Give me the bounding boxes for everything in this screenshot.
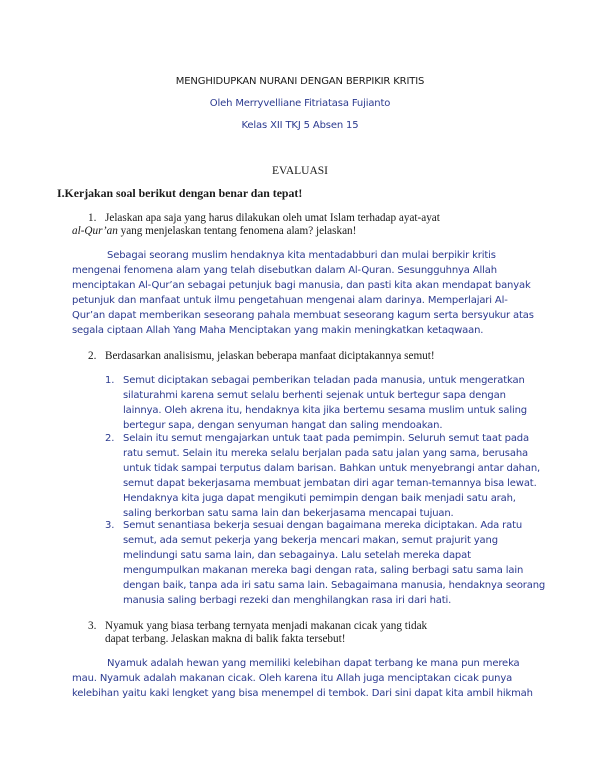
list-item-line: melindungi satu sama lain, dan sebagainya. Lalu setelah mereka dapat (123, 550, 471, 561)
list-number: 1. (105, 375, 115, 386)
list-item-line: silaturahmi karena semut selalu berhenti sejenak untuk bertegur sapa dengan (123, 390, 506, 401)
answer-line: segala ciptaan Allah Yang Maha Menciptakan yang makin meningkatkan ketaqwaan. (72, 325, 484, 336)
question-text: Berdasarkan analisismu, jelaskan beberapa manfaat diciptakannya semut! (105, 350, 435, 362)
list-number: 3. (105, 520, 115, 531)
question-text: Jelaskan apa saja yang harus dilakukan oleh umat Islam terhadap ayat-ayat (105, 212, 440, 224)
answer-line: kelebihan yaitu kaki lengket yang bisa menempel di tembok. Dari sini dapat kita ambil hikmah (72, 688, 533, 699)
list-item-line: semut dapat bekerjasama membuat jembatan diri agar teman-temannya bisa lewat. (123, 478, 537, 489)
question-text: Nyamuk yang biasa terbang ternyata menjadi makanan cicak yang tidak (105, 620, 428, 632)
evaluasi-heading: EVALUASI (271, 165, 328, 177)
list-item-line: untuk tidak sampai terputus dalam barisan. Bahkan untuk menyebrangi antar dahan, (123, 463, 541, 474)
answer-line: mau. Nyamuk adalah makanan cicak. Oleh karena itu Allah juga menciptakan cicak punya (72, 673, 513, 684)
list-item-line: Hendaknya kita juga dapat mengikuti pemimpin dengan baik menjadi satu arah, (123, 493, 516, 504)
list-number: 2. (105, 433, 115, 444)
list-item-line: Semut senantiasa bekerja sesuai dengan bagaimana mereka diciptakan. Ada ratu (123, 520, 523, 531)
list-item-line: Semut diciptakan sebagai pemberikan teladan pada manusia, untuk mengeratkan (123, 375, 525, 386)
list-item-line: mengumpulkan makanan mereka bagi dengan rata, saling berbagi satu sama lain (123, 565, 524, 576)
list-item-line: manusia saling berbagi rezeki dan menghilangkan rasa iri dari hati. (123, 595, 452, 606)
answer-line: Nyamuk adalah hewan yang memiliki kelebihan dapat terbang ke mana pun mereka (107, 658, 520, 669)
list-item-line: bertegur sapa, dengan senyuman hangat dan saling mendoakan. (123, 420, 443, 431)
document-title: MENGHIDUPKAN NURANI DENGAN BERPIKIR KRITIS (175, 76, 425, 87)
answer-line: Sebagai seorang muslim hendaknya kita mentadabburi dan mulai berpikir kritis (107, 250, 496, 261)
question-number: 1. (88, 212, 97, 224)
question-text: dapat terbang. Jelaskan makna di balik fakta tersebut! (105, 633, 346, 645)
answer-line: petunjuk dan manfaat untuk ilmu pengetahuan mengenai alam darinya. Memperlajari Al- (72, 295, 508, 306)
quran-term: al-Qur’an (72, 225, 118, 237)
list-item-line: saling berkorban satu sama lain dan bekerjasama mencapai tujuan. (123, 508, 454, 519)
question-number: 3. (88, 620, 97, 632)
answer-line: Qur’an dapat memberikan seseorang pahala membuat seseorang kagum serta bersyukur atas (72, 310, 534, 321)
section-heading: I.Kerjakan soal berikut dengan benar dan tepat! (57, 186, 303, 200)
author-line: Oleh Merryvelliane Fitriatasa Fujianto (209, 98, 391, 109)
list-item-line: Selain itu semut mengajarkan untuk taat pada pemimpin. Seluruh semut taat pada (123, 433, 529, 444)
question-number: 2. (88, 350, 97, 362)
answer-line: mengenai fenomena alam yang telah disebutkan dalam Al-Quran. Sesungguhnya Allah (72, 265, 497, 276)
question-text (72, 224, 356, 238)
list-item-line: dengan baik, tanpa ada iri satu sama lain. Sebagaimana manusia, hendaknya seorang (123, 580, 546, 591)
class-line: Kelas XII TKJ 5 Absen 15 (241, 120, 359, 131)
question-text-rest: yang menjelaskan tentang fenomena alam? jelaskan! (117, 225, 357, 237)
list-item-line: semut, ada semut pekerja yang bekerja mencari makan, semut prajurit yang (123, 535, 498, 546)
answer-line: menciptakan Al-Qur’an sebagai petunjuk bagi manusia, dan pasti kita akan mendapat banyak (72, 280, 531, 291)
list-item-line: lainnya. Oleh akrena itu, hendaknya kita jika bertemu sesama muslim untuk saling (123, 405, 527, 416)
list-item-line: ratu semut. Selain itu mereka selalu berjalan pada satu jalan yang sama, berusaha (123, 448, 528, 459)
